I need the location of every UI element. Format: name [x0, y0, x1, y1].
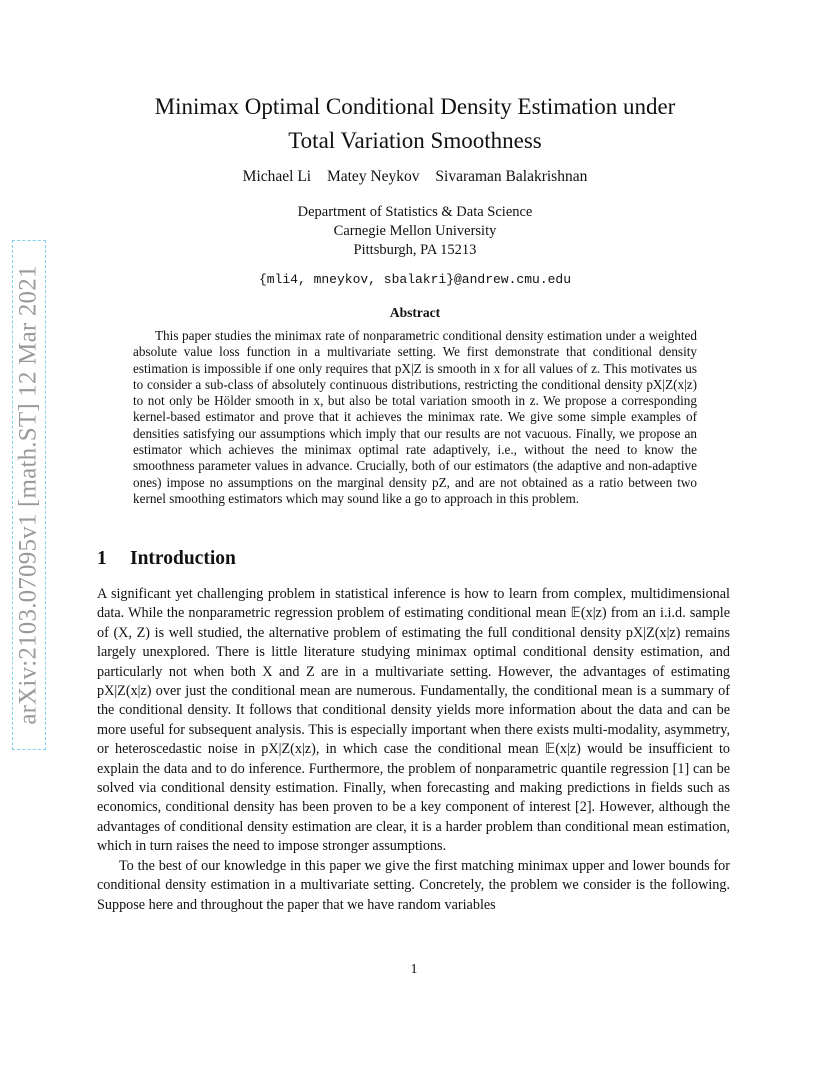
- intro-paragraph: A significant yet challenging problem in statistical inference is how to learn from complex, multidimensional data. While the nonparametric regression problem of estimating conditional mean 𝔼(x|z) from an i.i.d. sample of (X, Z) is well studied, the alternative problem of estimating the full conditional density pX|Z(x|z) remains largely unexplored. There is little literature studying minimax optimal conditional density estimation, and particularly not when both X and Z are in a multivariate setting. However, the advantages of estimating pX|Z(x|z) over just the conditional mean are numerous. Fundamentally, the conditional mean is a summary of the conditional density. It follows that conditional density yields more information about the data and can be more useful for subsequent analysis. This is especially important when there exists multi-modality, asymmetry, or heteroscedastic noise in pX|Z(x|z), in which case the conditional mean 𝔼(x|z) would be insufficient to explain the data and to do inference. Furthermore, the problem of nonparametric quantile regression [1] can be solved via conditional density estimation. Finally, when forecasting and making predictions in fields such as economics, conditional density has been proven to be a key component of interest [2]. However, although the advantages of conditional density estimation are clear, it is a harder problem than conditional mean estimation, which in turn raises the need to impose stronger assumptions.: [97, 586, 730, 855]
- affiliation: [100, 203, 730, 260]
- affiliation-location: Pittsburgh, PA 15213: [353, 242, 477, 258]
- introduction-body: [97, 585, 730, 915]
- paper-title: [100, 90, 730, 158]
- author-list: [100, 168, 730, 186]
- title-line-1: Minimax Optimal Conditional Density Estimation under: [154, 94, 676, 119]
- section-title: Introduction: [130, 548, 236, 569]
- page-number: 1: [410, 962, 418, 977]
- section-number: 1: [97, 548, 107, 569]
- title-line-2: Total Variation Smoothness: [288, 128, 542, 153]
- abstract-text: This paper studies the minimax rate of nonparametric conditional density estimation under a weighted absolute value loss function in a multivariate setting. We first demonstrate that conditional density estimation is impossible if one only requires that pX|Z is smooth in x for all values of z. This motivates us to consider a sub-class of absolutely continuous distributions, restricting the conditional density pX|Z(x|z) to not only be Hölder smooth in x, but also be total variation smooth in z. We propose a corresponding kernel-based estimator and prove that it achieves the minimax rate. We give some simple examples of densities satisfying our assumptions which imply that our results are not vacuous. Finally, we propose an estimator which achieves the minimax optimal rate adaptively, i.e., without the need to know the smoothness parameter values in advance. Crucially, both of our estimators (the adaptive and non-adaptive ones) impose no assumptions on the marginal density pZ, and are not obtained as a ratio between two kernel smoothing estimators which may sound like a go to approach in this problem.: [133, 328, 697, 506]
- arxiv-stamp: [12, 240, 46, 750]
- abstract-heading: Abstract: [389, 305, 441, 320]
- arxiv-identifier: arXiv:2103.07095v1 [math.ST] 12 Mar 2021: [15, 265, 42, 725]
- author-name: Matey Neykov: [326, 168, 420, 185]
- author-emails: {mli4, mneykov, sbalakri}@andrew.cmu.edu: [258, 272, 572, 287]
- intro-paragraph: To the best of our knowledge in this paper we give the first matching minimax upper and lower bounds for conditional density estimation in a multivariate setting. Concretely, the problem we consider is the following. Suppose here and throughout the paper that we have random variables: [97, 857, 730, 913]
- author-name: Michael Li: [242, 168, 312, 185]
- affiliation-department: Department of Statistics & Data Science: [297, 204, 533, 220]
- section-heading: [97, 548, 737, 570]
- author-name: Sivaraman Balakrishnan: [435, 168, 588, 185]
- affiliation-university: Carnegie Mellon University: [333, 223, 497, 239]
